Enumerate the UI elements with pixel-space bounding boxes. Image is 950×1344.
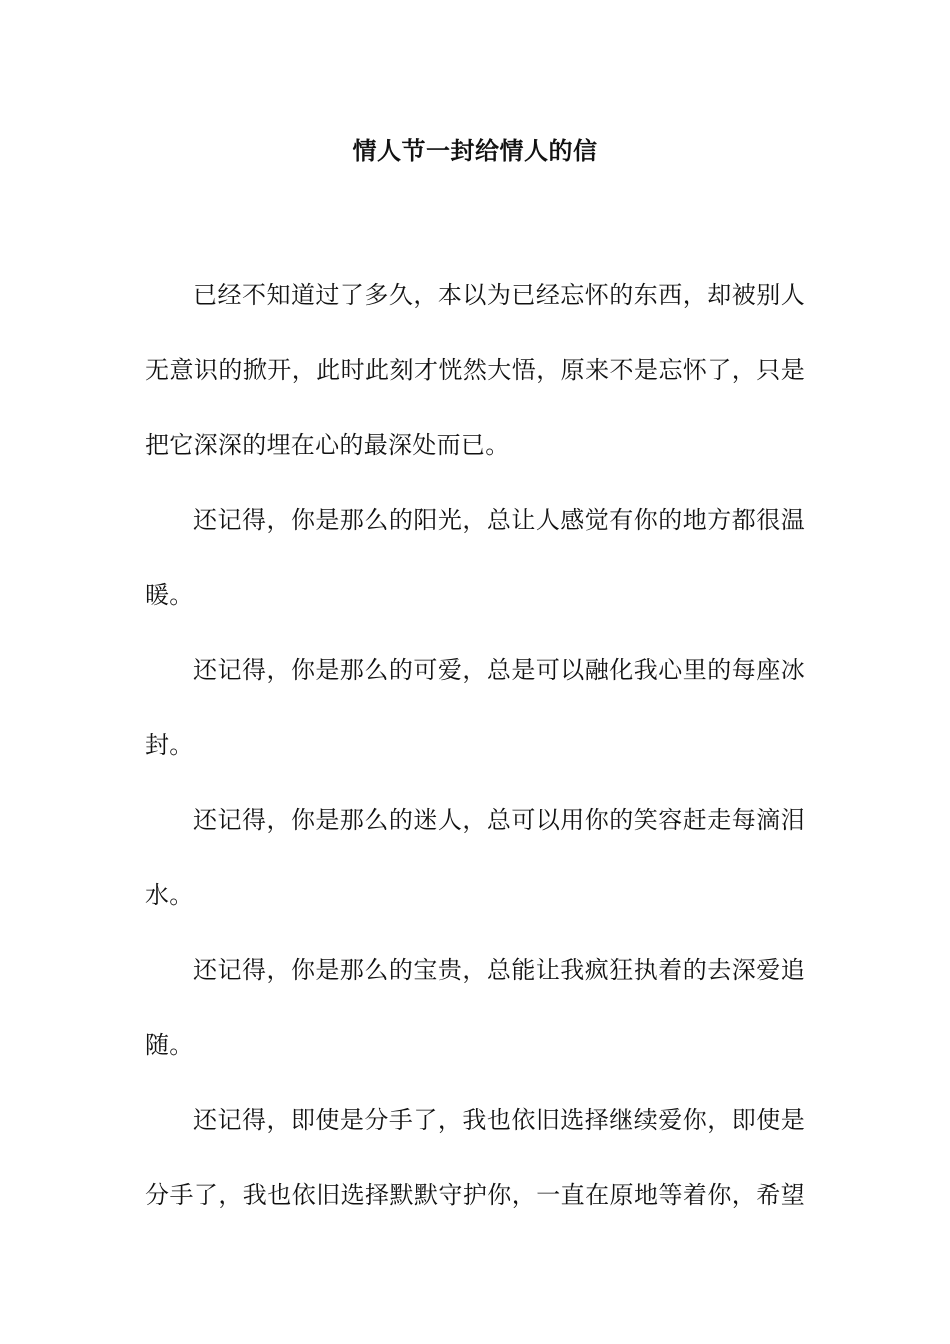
paragraph: 还记得，你是那么的迷人，总可以用你的笑容赶走每滴泪水。: [145, 806, 805, 909]
paragraph: 还记得，你是那么的宝贵，总能让我疯狂执着的去深爱追随。: [145, 956, 805, 1059]
paragraph: 已经不知道过了多久，本以为已经忘怀的东西，却被别人无意识的掀开，此时此刻才恍然大悟，原来不是忘怀了，只是把它深深的埋在心的最深处而已。: [145, 281, 805, 459]
document-title: 情人节一封给情人的信: [352, 136, 598, 165]
paragraph: 还记得，即使是分手了，我也依旧选择继续爱你，即使是分手了，我也依旧选择默默守护你，一直在原地等着你，希望: [145, 1106, 805, 1209]
paragraph: 还记得，你是那么的阳光，总让人感觉有你的地方都很温暖。: [145, 506, 805, 609]
document-body: [145, 258, 805, 1233]
paragraph: 还记得，你是那么的可爱，总是可以融化我心里的每座冰封。: [145, 656, 805, 759]
